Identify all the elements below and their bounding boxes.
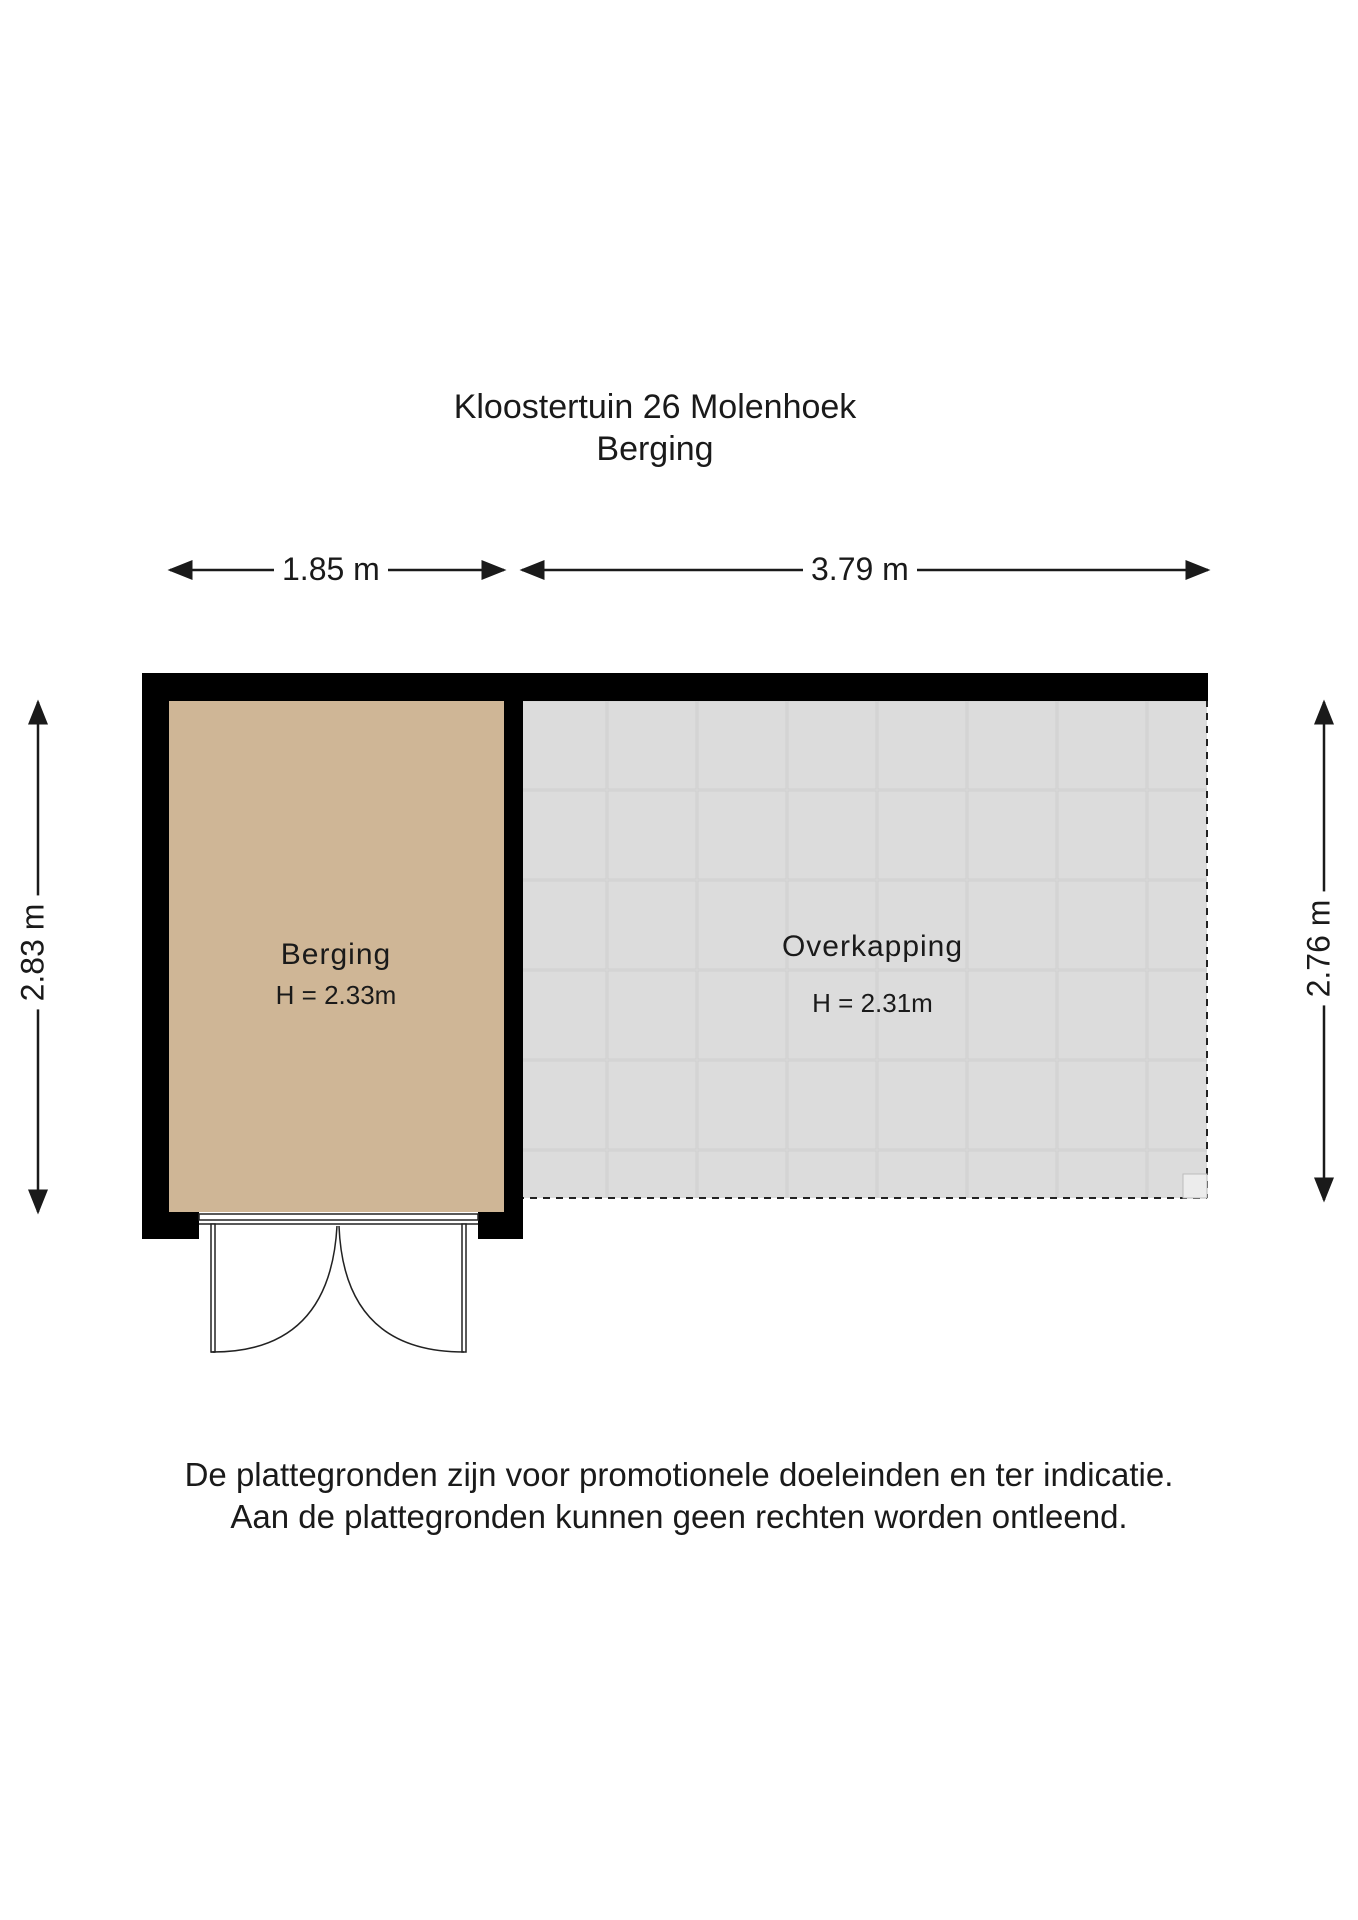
disclaimer-line-2: Aan de plattegronden kunnen geen rechten worden ontleend. [230,1498,1128,1535]
double-door [199,1214,478,1352]
dimension-label-left: 2.83 m [14,896,51,1010]
plan-address: Kloostertuin 26 Molenhoek [453,388,857,426]
dimension-label-top-left: 1.85 m [274,551,388,588]
room-name-berging: Berging [280,938,392,971]
room-height-overkapping: H = 2.31m [812,988,933,1018]
dimension-label-right: 2.76 m [1300,892,1337,1006]
disclaimer-line-1: De plattegronden zijn voor promotionele doeleinden en ter indicatie. [184,1456,1174,1493]
corner-post [1183,1174,1207,1198]
dimension-label-top-right: 3.79 m [803,551,917,588]
room-name-overkapping: Overkapping [781,930,964,963]
plan-floor-name: Berging [596,430,714,468]
room-height-berging: H = 2.33m [275,980,397,1010]
